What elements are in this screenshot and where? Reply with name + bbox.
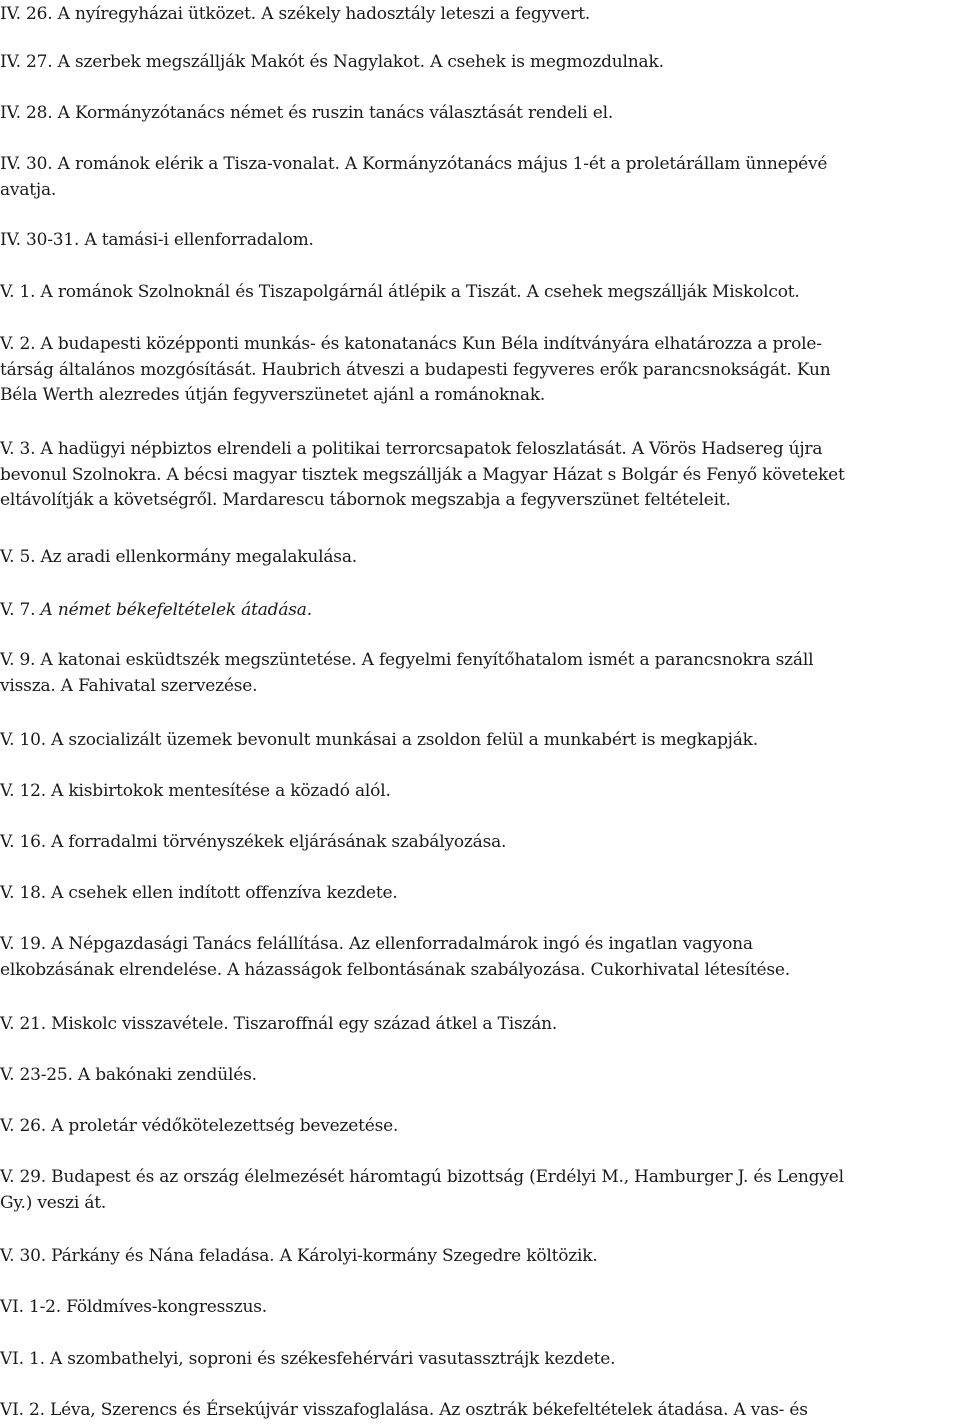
chronology-entry — [0, 1244, 960, 1270]
chronology-entry — [0, 50, 960, 76]
chronology-entry — [0, 779, 960, 805]
chronology-entry — [0, 932, 960, 983]
entry-line: V. 9. A katonai esküdtszék megszüntetése. A fegyelmi fenyítőhatalom ismét a parancsnokra száll — [0, 650, 814, 670]
entry-line: V. 10. A szocializált üzemek bevonult munkásai a zsoldon felül a munkabért is megkapják. — [0, 730, 758, 750]
entry-line: avatja. — [0, 179, 57, 200]
entry-line: V. 3. A hadügyi népbiztos elrendeli a politikai terrorcsapatok feloszlatását. A Vörös Hadsereg újra — [0, 439, 823, 459]
entry-line: VI. 1-2. Földmíves-kongresszus. — [0, 1297, 267, 1317]
entry-line: elkobzásának elrendelése. A házasságok felbontásának szabályozása. Cukorhivatal létesítése. — [0, 959, 790, 980]
entry-line: IV. 27. A szerbek megszállják Makót és Nagylakot. A csehek is megmozdulnak. — [0, 52, 664, 72]
entry-line: társág általános mozgósítását. Haubrich átveszi a budapesti fegyveres erők parancsnokságát. Kun — [0, 359, 831, 380]
entry-line: V. 5. Az aradi ellenkormány megalakulása. — [0, 547, 357, 567]
entry-line: V. 23-25. A bakónaki zendülés. — [0, 1065, 257, 1085]
entry-line: V. 1. A románok Szolnoknál és Tiszapolgárnál átlépik a Tiszát. A csehek megszállják Miskolcot. — [0, 282, 800, 302]
chronology-entry — [0, 830, 960, 856]
chronology-entry — [0, 1165, 960, 1216]
entry-line: V. 18. A csehek ellen indított offenzíva kezdete. — [0, 883, 398, 903]
entry-line: Gy.) veszi át. — [0, 1192, 107, 1213]
entry-line: V. 21. Miskolc visszavétele. Tiszaroffnál egy század átkel a Tiszán. — [0, 1014, 558, 1034]
chronology-entry — [0, 280, 960, 306]
entry-line: VI. 2. Léva, Szerencs és Érsekújvár visszafoglalása. Az osztrák békefeltételek átadása. A vas- és — [0, 1400, 808, 1420]
chronology-entry — [0, 545, 960, 571]
chronology-entry — [0, 332, 960, 409]
chronology-entry — [0, 152, 960, 203]
entry-text-italic: A német békefeltételek átadása. — [40, 600, 312, 620]
chronology-entry — [0, 1347, 960, 1373]
entry-line: V. 19. A Népgazdasági Tanács felállítása. Az ellenforradalmárok ingó és ingatlan vagyona — [0, 934, 753, 954]
chronology-entry — [0, 598, 960, 624]
entry-line: V. 26. A proletár védőkötelezettség bevezetése. — [0, 1116, 399, 1136]
chronology-entry — [0, 1398, 960, 1424]
entry-line: IV. 30-31. A tamási-i ellenforradalom. — [0, 230, 314, 250]
chronology-entry — [0, 1295, 960, 1321]
entry-line: eltávolítják a követségről. Mardarescu tábornok megszabja a fegyverszünet feltételeit. — [0, 490, 731, 510]
entry-line: bevonul Szolnokra. A bécsi magyar tisztek megszállják a Magyar Házat s Bolgár és Fenyő követeket — [0, 464, 845, 485]
entry-line: V. 29. Budapest és az ország élelmezését háromtagú bizottság (Erdélyi M., Hamburger J. és Lengyel — [0, 1167, 844, 1187]
chronology-entry — [0, 101, 960, 127]
entry-line: vissza. A Fahivatal szervezése. — [0, 675, 258, 696]
entry-date: V. 7. — [0, 600, 41, 620]
entry-line: V. 16. A forradalmi törvényszékek eljárásának szabályozása. — [0, 832, 507, 852]
chronology-entry — [0, 1012, 960, 1038]
entry-line: Béla Werth alezredes útján fegyverszünetet ajánl a románoknak. — [0, 385, 546, 405]
entry-line: VI. 1. A szombathelyi, soproni és székesfehérvári vasutassztrájk kezdete. — [0, 1349, 616, 1369]
chronology-entry — [0, 1114, 960, 1140]
entry-line — [0, 598, 960, 624]
entry-line: V. 30. Párkány és Nána feladása. A Károlyi-kormány Szegedre költözik. — [0, 1246, 598, 1266]
entry-line: V. 12. A kisbirtokok mentesítése a közadó alól. — [0, 781, 391, 801]
entry-line: IV. 30. A románok elérik a Tisza-vonalat. A Kormányzótanács május 1-ét a proletárállam ünnepévé — [0, 154, 828, 174]
entry-line: V. 2. A budapesti középponti munkás- és katonatanács Kun Béla indítványára elhatározza a prole- — [0, 334, 822, 354]
entry-line: IV. 28. A Kormányzótanács német és ruszin tanács választását rendeli el. — [0, 103, 614, 123]
entry-line: IV. 26. A nyíregyházai ütközet. A székely hadosztály leteszi a fegyvert. — [0, 4, 591, 24]
chronology-entry — [0, 881, 960, 907]
chronology-entry — [0, 228, 960, 254]
chronology-entry — [0, 1063, 960, 1089]
chronology-entry — [0, 648, 960, 699]
chronology-entry — [0, 728, 960, 754]
chronology-entry — [0, 437, 960, 514]
chronology-entry — [0, 2, 960, 28]
